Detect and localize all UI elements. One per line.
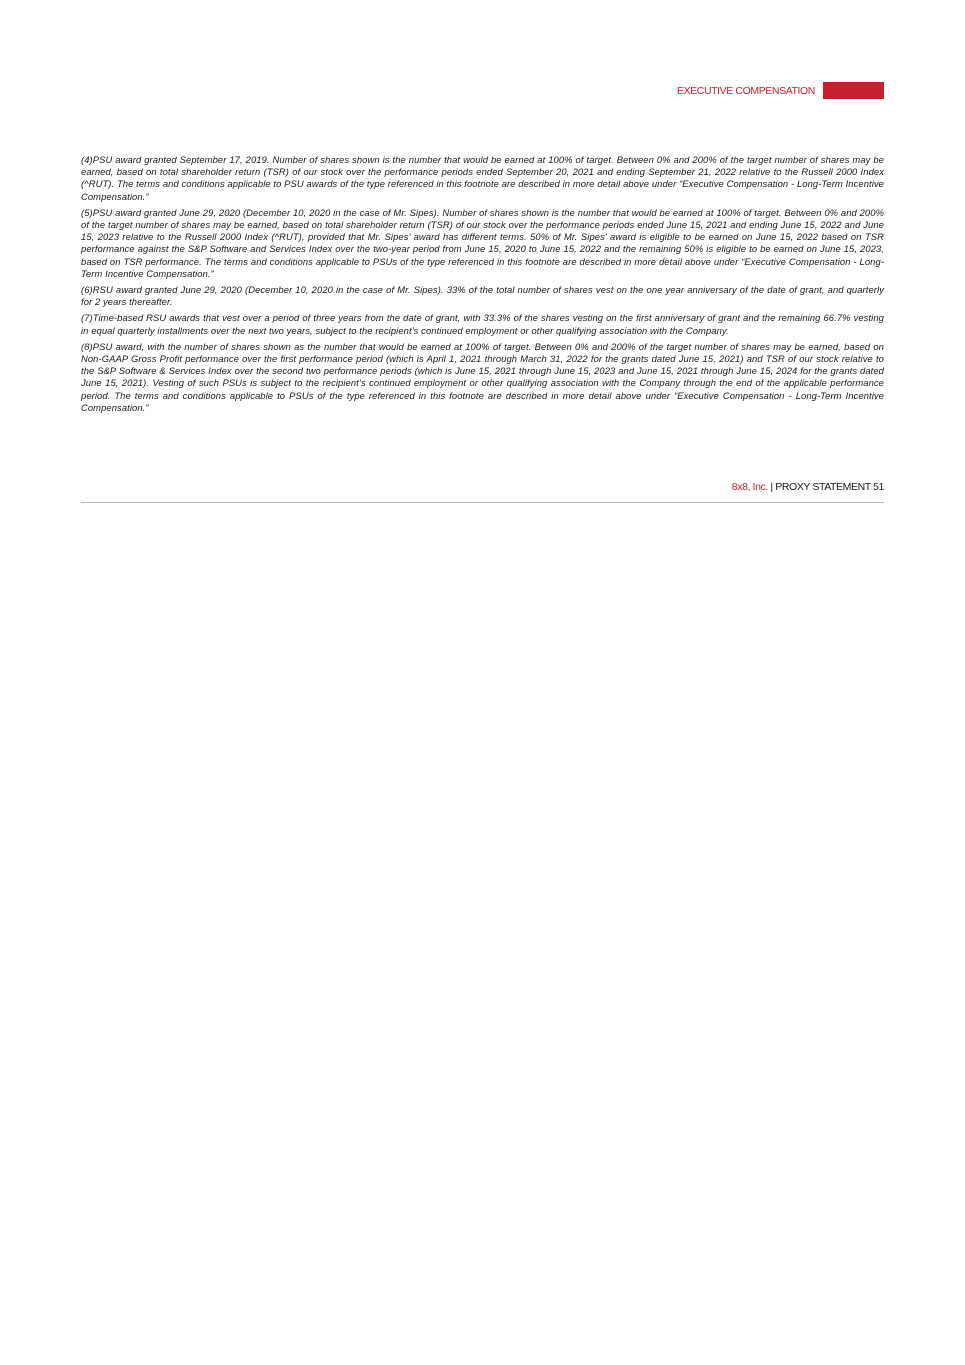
footnotes-block xyxy=(81,154,884,418)
footnote-8: (8)PSU award, with the number of shares shown as the number that would be earned at 100% of target. Between 0% and 200% of the target number of shares may be earned, based on Non-GAAP Gross Profit performance over the first performance period (which is April 1, 2021 through March 31, 2022 for the grants dated June 15, 2021) and TSR of our stock relative to the S&P Software & Services Index over the second two performance periods (which is June 15, 2021 through June 15, 2023 and June 15, 2021 through June 15, 2024 for the grants dated June 15, 2021). Vesting of such PSUs is subject to the recipient’s continued employment or other qualifying association with the Company through the end of the applicable performance period. The terms and conditions applicable to PSUs of the type referenced in this footnote are described in more detail above under “Executive Compensation - Long-Term Incentive Compensation.” xyxy=(81,340,884,413)
page-header xyxy=(677,82,884,99)
footer-separator: | xyxy=(767,481,776,493)
footer-document-page: PROXY STATEMENT 51 xyxy=(775,481,884,493)
footnote-4: (4)PSU award granted September 17, 2019. Number of shares shown is the number that would be earned at 100% of target. Between 0% and 200% of the target number of shares may be earned, based on total shareholder return (TSR) of our stock over the performance periods ended September 20, 2021 and ending September 21, 2022 relative to the Russell 2000 Index (^RUT). The terms and conditions applicable to PSU awards of the type referenced in this footnote are described in more detail above under “Executive Compensation - Long-Term Incentive Compensation.” xyxy=(81,154,884,202)
page-footer xyxy=(732,481,884,493)
header-accent-bar xyxy=(823,82,884,99)
footnote-7: (7)Time-based RSU awards that vest over a period of three years from the date of grant, with 33.3% of the shares vesting on the first anniversary of grant and the remaining 66.7% vesting in equal quarterly installments over the next two years, subject to the recipient’s continued employment or other qualifying association with the Company. xyxy=(81,312,884,336)
section-label: EXECUTIVE COMPENSATION xyxy=(676,84,815,97)
footnote-6: (6)RSU award granted June 29, 2020 (December 10, 2020 in the case of Mr. Sipes). 33% of the total number of shares vest on the one year anniversary of the date of grant, and quarterly for 2 years thereafter. xyxy=(81,284,884,308)
footnote-5: (5)PSU award granted June 29, 2020 (December 10, 2020 in the case of Mr. Sipes). Number of shares shown is the number that would be earned at 100% of target. Between 0% and 200% of the target number of shares may be earned, based on total shareholder return (TSR) of our stock over the performance periods ended June 15, 2021 and ending June 15, 2022 and June 15, 2023 relative to the Russell 2000 Index (^RUT), provided that Mr. Sipes’ award has different terms. 50% of Mr. Sipes’ award is eligible to be earned on June 15, 2022 based on TSR performance against the S&P Software and Services Index over the two-year period from June 15, 2020 to June 15, 2022 and the remaining 50% is eligible to be earned on June 15, 2023, based on TSR performance. The terms and conditions applicable to PSUs of the type referenced in this footnote are described in more detail above under “Executive Compensation - Long-Term Incentive Compensation.” xyxy=(81,206,884,279)
footer-divider xyxy=(81,502,884,503)
footer-company: 8x8, Inc. xyxy=(731,481,768,493)
